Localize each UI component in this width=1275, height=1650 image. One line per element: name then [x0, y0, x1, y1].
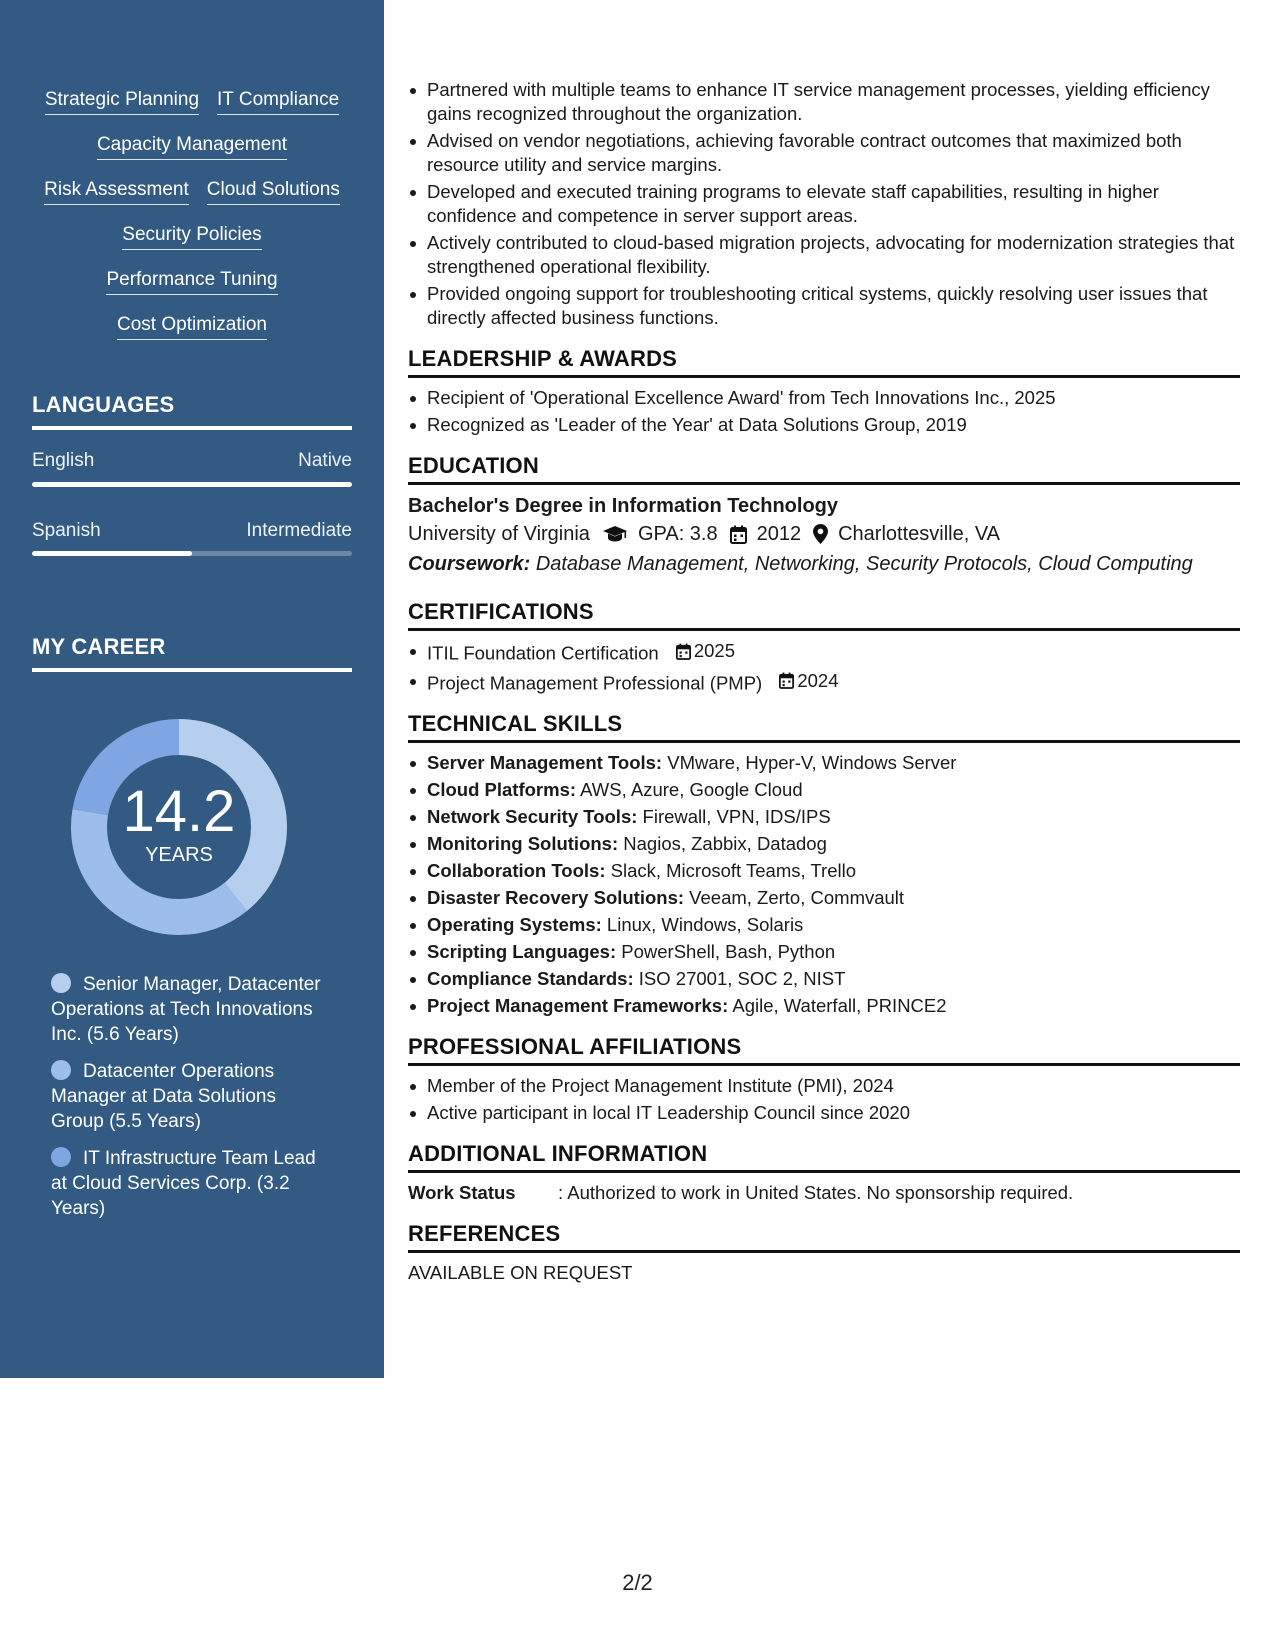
affiliations-heading: PROFESSIONAL AFFILIATIONS [408, 1034, 1240, 1066]
education-coursework [408, 549, 1240, 579]
education-degree: Bachelor's Degree in Information Technology [408, 495, 839, 517]
legend-dot-icon [51, 1060, 71, 1080]
education-year: 2012 [756, 523, 802, 545]
additional-info-heading: ADDITIONAL INFORMATION [408, 1141, 1240, 1173]
skill-label: Monitoring Solutions: [427, 833, 619, 854]
location-pin-icon [813, 524, 828, 544]
calendar-icon [676, 643, 691, 660]
leadership-item: Recipient of 'Operational Excellence Award' from Tech Innovations Inc., 2025 [408, 386, 1240, 410]
skill-label: Compliance Standards: [427, 968, 634, 989]
languages-heading: LANGUAGES [32, 392, 352, 430]
skill-label: Disaster Recovery Solutions: [427, 887, 685, 908]
work-status-label: Work Status [408, 1182, 516, 1203]
experience-bullet: Advised on vendor negotiations, achieving favorable contract outcomes that maximized both resource utility and service margins. [408, 129, 1240, 177]
career-legend-text: Datacenter Operations Manager at Data Solutions Group (5.5 Years) [51, 1061, 276, 1132]
skill-label: Cloud Platforms: [427, 779, 577, 800]
experience-bullets [408, 78, 1240, 330]
skill-row [0, 88, 384, 133]
skill-value: Linux, Windows, Solaris [606, 914, 804, 935]
certifications-heading: CERTIFICATIONS [408, 599, 1240, 631]
language-proficiency-bar [32, 551, 352, 556]
career-legend-item [51, 972, 331, 1047]
legend-dot-icon [51, 973, 71, 993]
technical-skill-item [408, 994, 1240, 1018]
certification-date [676, 639, 735, 663]
references-heading: REFERENCES [408, 1221, 1240, 1253]
education-heading: EDUCATION [408, 453, 1240, 485]
language-level: Native [298, 450, 352, 471]
legend-dot-icon [51, 1147, 71, 1167]
technical-skill-item [408, 967, 1240, 991]
career-legend-text: IT Infrastructure Team Lead at Cloud Services Corp. (3.2 Years) [51, 1148, 316, 1219]
skill-label: Operating Systems: [427, 914, 602, 935]
skill-value: Firewall, VPN, IDS/IPS [642, 806, 831, 827]
certifications-list [408, 639, 1240, 695]
skill-value: Agile, Waterfall, PRINCE2 [732, 995, 947, 1016]
language-row [32, 450, 352, 472]
calendar-icon [779, 672, 794, 689]
career-legend [51, 972, 331, 1233]
experience-bullet: Partnered with multiple teams to enhance IT service management processes, yielding efficiency gains recognized throughout the organization. [408, 78, 1240, 126]
technical-skill-item [408, 805, 1240, 829]
skill-value: Veeam, Zerto, Commvault [689, 887, 905, 908]
certification-item [408, 639, 1240, 666]
language-name: Spanish [32, 520, 101, 541]
career-donut-chart [64, 712, 294, 942]
skill-tag: Performance Tuning [106, 268, 277, 295]
career-total-unit: YEARS [145, 843, 213, 866]
page-number: 2/2 [622, 1570, 653, 1595]
skill-row [0, 223, 384, 268]
affiliation-item: Active participant in local IT Leadership Council since 2020 [408, 1101, 1240, 1125]
language-level: Intermediate [246, 520, 352, 541]
certification-year: 2025 [693, 640, 736, 661]
skill-value: ISO 27001, SOC 2, NIST [638, 968, 846, 989]
language-name: English [32, 450, 95, 471]
technical-skill-item [408, 859, 1240, 883]
skill-row [0, 178, 384, 223]
certification-date [779, 669, 838, 693]
skill-row [0, 268, 384, 313]
skill-label: Network Security Tools: [427, 806, 638, 827]
education-gpa: GPA: 3.8 [637, 523, 718, 545]
skill-row [0, 133, 384, 178]
language-proficiency-fill [32, 551, 192, 556]
coursework-value: Database Management, Networking, Security Protocols, Cloud Computing [535, 553, 1193, 575]
technical-skill-item [408, 940, 1240, 964]
skill-label: Collaboration Tools: [427, 860, 606, 881]
skill-value: PowerShell, Bash, Python [621, 941, 836, 962]
skill-row [0, 313, 384, 358]
affiliations-list [408, 1074, 1240, 1125]
graduation-cap-icon [602, 525, 628, 543]
skill-tag: IT Compliance [217, 88, 339, 115]
technical-skills-heading: TECHNICAL SKILLS [408, 711, 1240, 743]
skill-tag: Risk Assessment [44, 178, 189, 205]
career-legend-text: Senior Manager, Datacenter Operations at Tech Innovations Inc. (5.6 Years) [51, 974, 321, 1045]
coursework-label: Coursework: [408, 553, 531, 575]
certification-year: 2024 [797, 669, 839, 691]
skill-label: Scripting Languages: [427, 941, 617, 962]
skill-tag: Capacity Management [97, 133, 287, 160]
technical-skills-list [408, 751, 1240, 1018]
skill-tag: Cost Optimization [117, 313, 267, 340]
education-details [408, 519, 1240, 549]
language-row [32, 520, 352, 542]
experience-bullet: Developed and executed training programs to elevate staff capabilities, resulting in higher confidence and competence in server support areas. [408, 180, 1240, 228]
experience-bullet: Provided ongoing support for troubleshooting critical systems, quickly resolving user issues that directly affected business functions. [408, 282, 1240, 330]
main-content [408, 78, 1240, 1285]
skill-label: Server Management Tools: [427, 752, 663, 773]
career-legend-item [51, 1146, 331, 1221]
technical-skill-item [408, 778, 1240, 802]
education-location: Charlottesville, VA [838, 523, 1001, 545]
skill-value: Slack, Microsoft Teams, Trello [610, 860, 856, 881]
technical-skill-item [408, 913, 1240, 937]
skill-value: Nagios, Zabbix, Datadog [623, 833, 827, 854]
calendar-icon [730, 525, 747, 544]
experience-bullet: Actively contributed to cloud-based migration projects, advocating for modernization strategies that strengthened operational flexibility. [408, 231, 1240, 279]
career-legend-item [51, 1059, 331, 1134]
skills-tag-cloud [0, 88, 384, 358]
certification-name: Project Management Professional (PMP) [427, 672, 763, 693]
sidebar [0, 0, 384, 1378]
work-status-row [408, 1181, 1240, 1205]
technical-skill-item [408, 886, 1240, 910]
education-school: University of Virginia [408, 523, 590, 545]
career-donut-center [64, 712, 294, 942]
technical-skill-item [408, 832, 1240, 856]
work-status-value: : Authorized to work in United States. No sponsorship required. [558, 1182, 1074, 1203]
leadership-item: Recognized as 'Leader of the Year' at Data Solutions Group, 2019 [408, 413, 1240, 437]
references-text: AVAILABLE ON REQUEST [408, 1262, 633, 1283]
skill-label: Project Management Frameworks: [427, 995, 729, 1016]
technical-skill-item [408, 751, 1240, 775]
skill-value: AWS, Azure, Google Cloud [580, 779, 803, 800]
skill-tag: Security Policies [122, 223, 261, 250]
language-proficiency-fill [32, 482, 352, 487]
career-total-years: 14.2 [122, 778, 236, 844]
language-proficiency-bar [32, 482, 352, 487]
skill-tag: Strategic Planning [45, 88, 199, 115]
leadership-list [408, 386, 1240, 437]
skill-value: VMware, Hyper-V, Windows Server [667, 752, 957, 773]
skill-tag: Cloud Solutions [207, 178, 340, 205]
certification-item [408, 669, 1240, 696]
certification-name: ITIL Foundation Certification [427, 642, 659, 664]
career-heading: MY CAREER [32, 634, 352, 672]
leadership-heading: LEADERSHIP & AWARDS [408, 346, 1240, 378]
affiliation-item: Member of the Project Management Institute (PMI), 2024 [408, 1074, 1240, 1098]
